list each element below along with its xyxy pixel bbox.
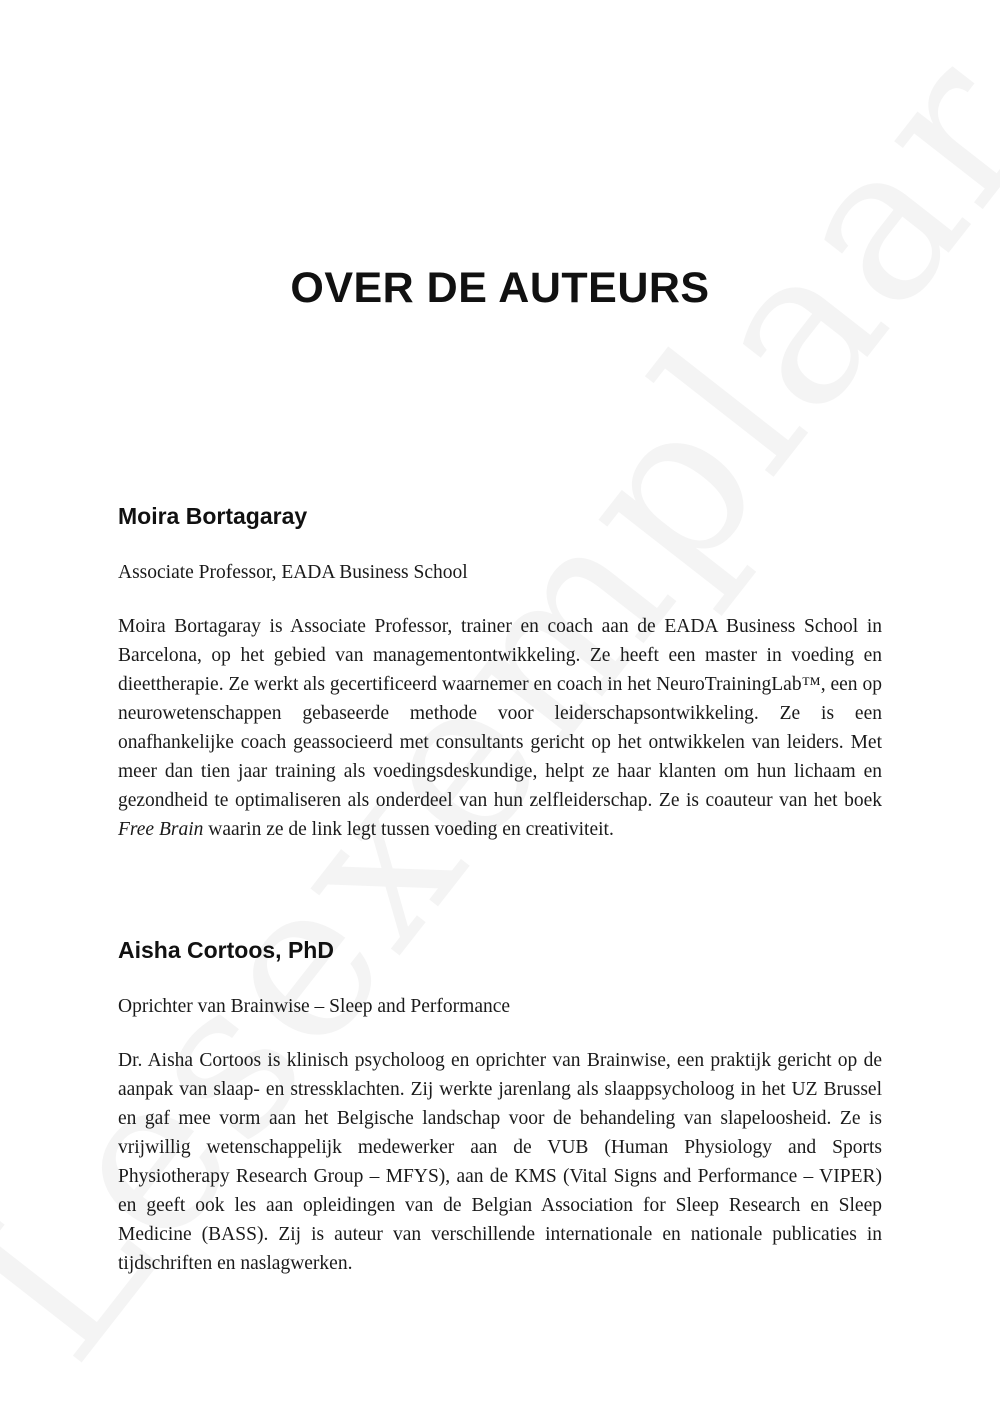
page-title: OVER DE AUTEURS bbox=[290, 264, 710, 312]
author-bio bbox=[118, 612, 882, 844]
author-section-cortoos bbox=[118, 934, 882, 1278]
author-section-bortagaray bbox=[118, 500, 882, 844]
author-bio-text: Moira Bortagaray is Associate Professor, trainer en coach aan de EADA Business School in Barcelona, op het gebied van managementontwikkeling. Ze heeft een master in voeding en dieettherapie. Ze werkt als gecertificeerd waarnemer en coach in het NeuroTrainingLab™, een op neurowetenschappen gebaseerde methode voor leiderschapsontwikkeling. Ze is een onafhankelijke coach geassocieerd met consultants gericht op het ontwikkelen van leiders. Met meer dan tien jaar training als voedingsdeskundige, helpt ze haar klanten om hun lichaam en gezondheid te optimaliseren als onderdeel van hun zelfleiderschap. Ze is coauteur van het boek bbox=[118, 616, 882, 811]
author-bio-text-end: waarin ze de link legt tussen voeding en creativiteit. bbox=[203, 819, 614, 840]
author-name: Moira Bortagaray bbox=[118, 503, 308, 529]
author-role: Oprichter van Brainwise – Sleep and Performance bbox=[118, 996, 511, 1017]
author-bio: Dr. Aisha Cortoos is klinisch psycholoog en oprichter van Brainwise, een praktijk gericht op de aanpak van slaap- en stressklachten. Zij werkte jarenlang als slaappsycholoog in het UZ Brussel en gaf mee vorm aan het Belgische landschap voor de behandeling van slapeloosheid. Ze is vrijwillig wetenschappelijk medewerker aan de VUB (Human Physiology and Sports Physiotherapy Research Group – MFYS), aan de KMS (Vital Signs and Performance – VIPER) en geeft ook les aan opleidingen van de Belgian Association for Sleep Research en Sleep Medicine (BASS). Zij is auteur van verschillende internationale en nationale publicaties in tijdschriften en naslagwerken. bbox=[118, 1050, 882, 1274]
author-role: Associate Professor, EADA Business School bbox=[118, 562, 468, 583]
book-title: Free Brain bbox=[118, 819, 204, 840]
author-name: Aisha Cortoos, PhD bbox=[118, 937, 334, 963]
